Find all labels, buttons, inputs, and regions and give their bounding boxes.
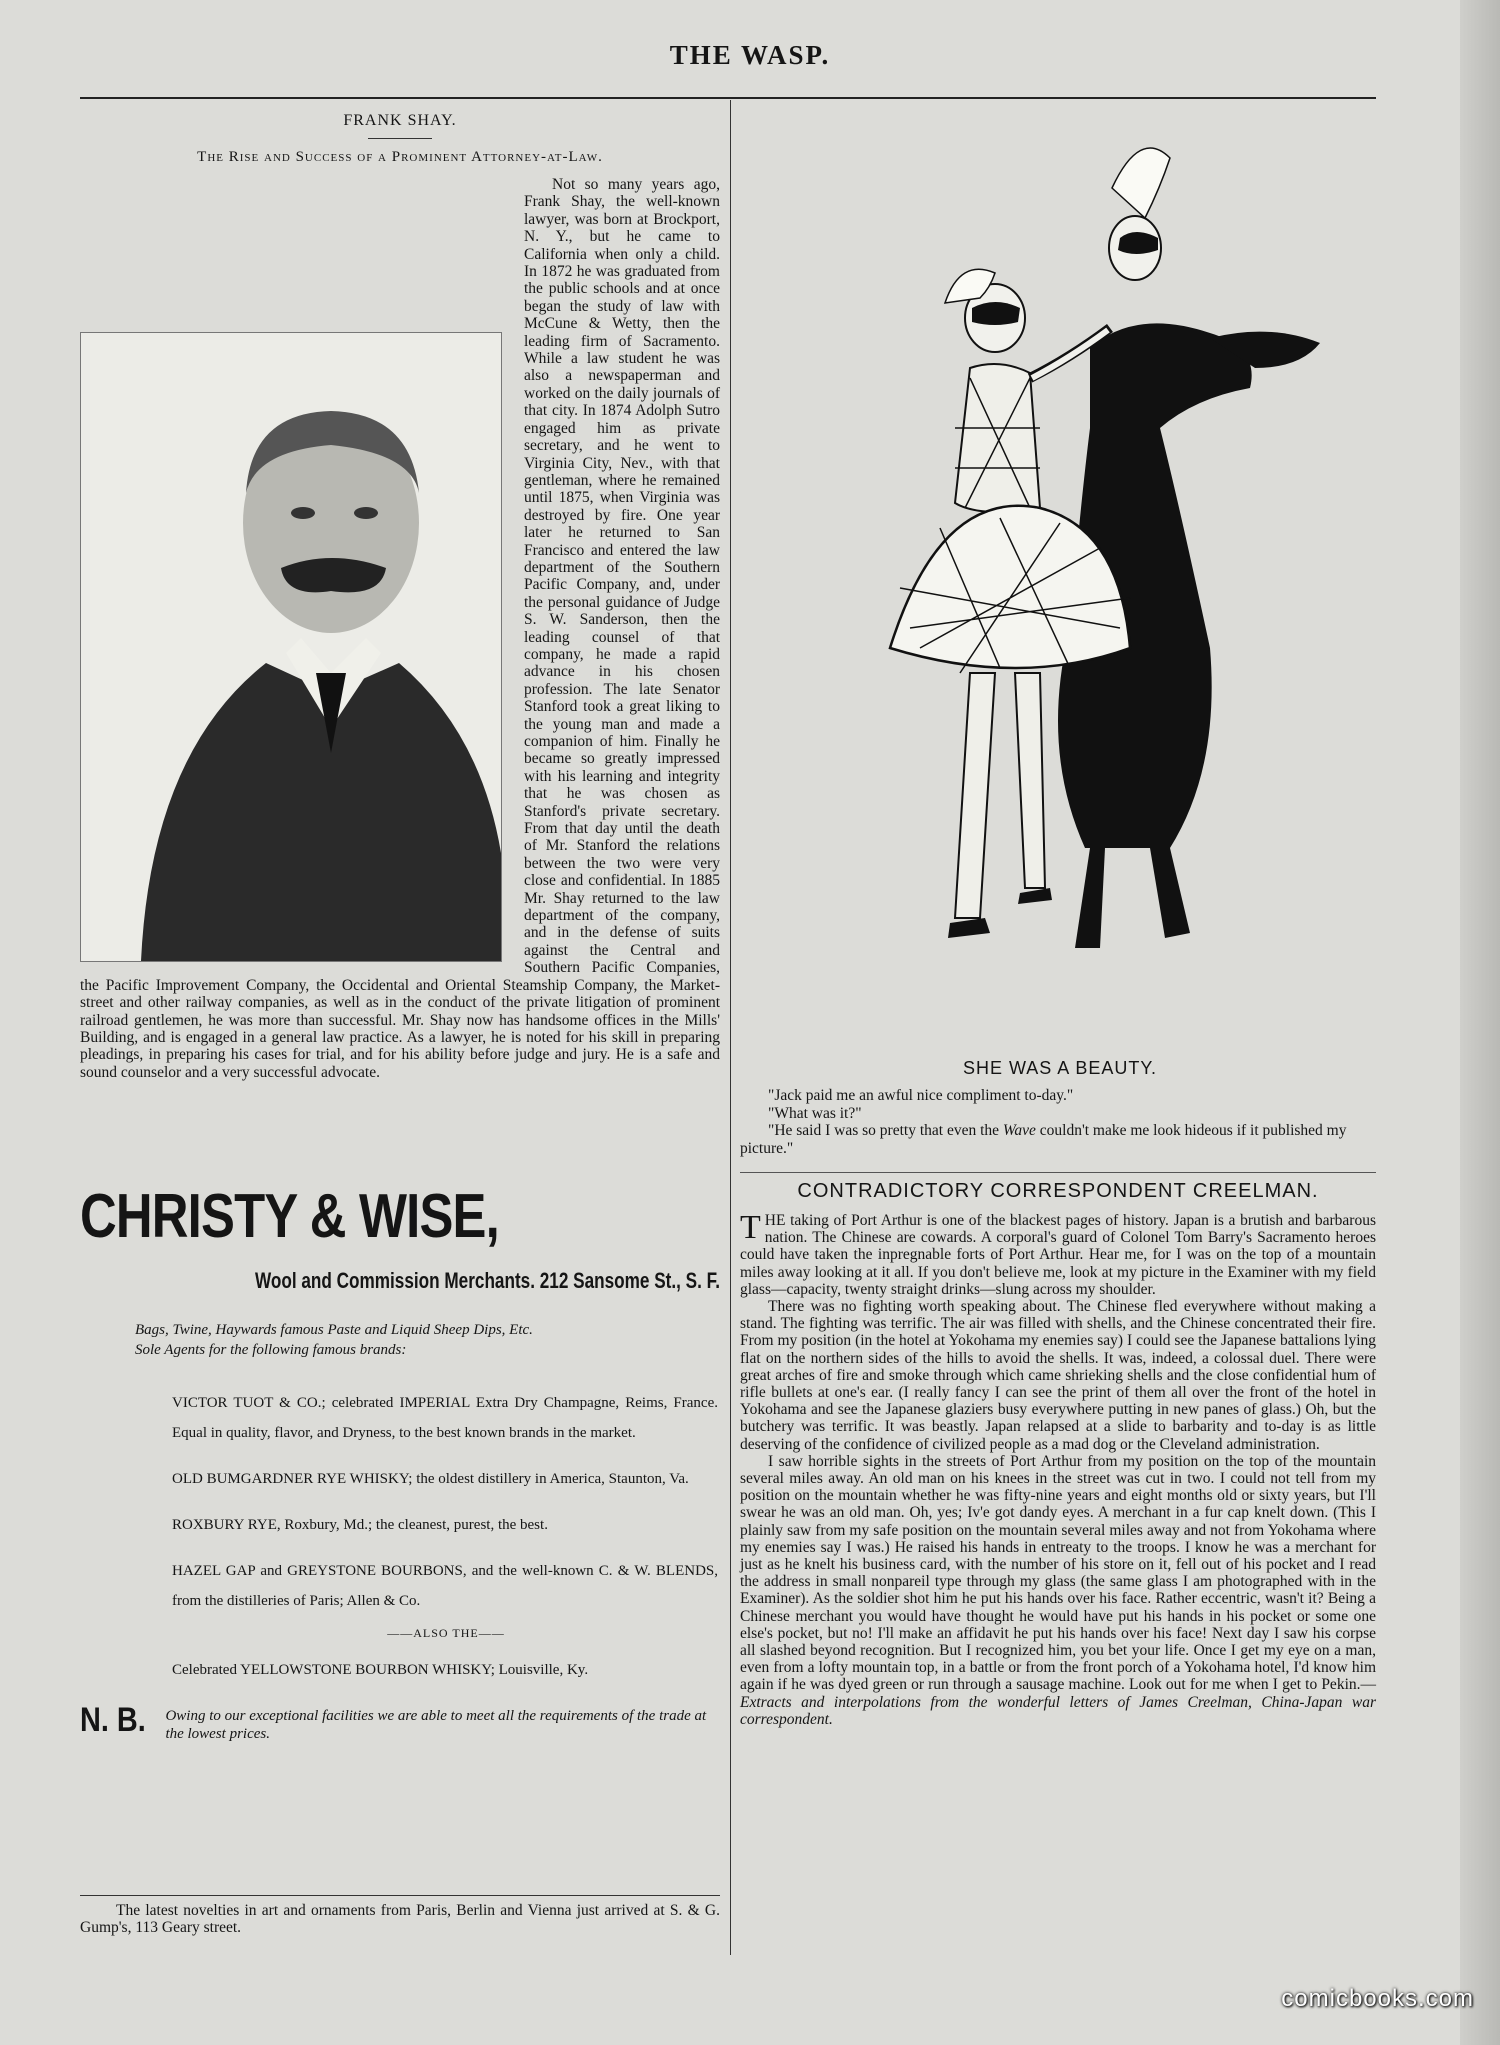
- masthead: THE WASP.: [669, 40, 831, 70]
- brand-list: [172, 1388, 718, 1616]
- article-paragraph: Not so many years ago, Frank Shay, the well-known lawyer, was born at Brockport, N. Y., but he came to California when only a child. In 1872 he was graduated from the public schools and at once began the study of law with McCune & Wetty, then the leading firm of Sacramento. While a law student he was also a newspaperman and worked on the daily journals of that city. In 1874 Adolph Sutro engaged him as private secretary, and he went to Virginia City, Nev., with that gentleman, where he remained until 1875, when Virginia was destroyed by fire. One year later he returned to San Francisco and entered the law department of the Southern Pacific Company, and, under the personal guidance of Judge S. W. Sanderson, then the leading counsel of that company, he made a rapid advance in his chosen profession. The late Senator Stanford took a great liking to the young man and made a companion of him. Finally he became so greatly impressed with his learning and integrity that he was chosen as Stanford's private secretary. From that day until the death of Mr. Stanford the relations between the two were very close and confidential. In 1885 Mr. Shay returned to the law department of the company, and in the defense of suits against the Central and Southern Pacific Companies, the Pacific Improvement Company, the Occidental and Oriental Steamship Company, the Market-street and other railway companies, as well as in the conduct of the private litigation of prominent railroad gentlemen, he was more than successful. Mr. Shay now has handsome offices in the Mills' Building, and is engaged in a general law practice. As a lawyer, he is noted for his skill in preparing pleadings, in preparing his cases for trial, and for his ability before judge and jury. He is a safe and sound counselor and a very successful advocate.: [80, 176, 720, 1081]
- brand-item: VICTOR TUOT & CO.; celebrated IMPERIAL Extra Dry Champagne, Reims, France. Equal in quality, flavor, and Dryness, to the best known brands in the market.: [172, 1395, 718, 1441]
- cartoon-dialogue: [740, 1087, 1376, 1157]
- column-divider: [730, 100, 731, 1955]
- dialogue-line: [740, 1122, 1376, 1157]
- dialogue-text: "He said I was so pretty that even the: [768, 1122, 1003, 1140]
- article-paragraph: [740, 1209, 1376, 1298]
- masthead-rule: [80, 97, 1376, 99]
- watermark: comicbooks.com: [1281, 1985, 1474, 2012]
- dancing-women-illustration-icon: [740, 128, 1380, 1048]
- ad-products: [135, 1320, 720, 1360]
- ad-title: CHRISTY & WISE,: [80, 1182, 499, 1251]
- creelman-title: CONTRADICTORY CORRESPONDENT CREELMAN.: [797, 1180, 1319, 1202]
- brand-item: OLD BUMGARDNER RYE WHISKY; the oldest distillery in America, Staunton, Va.: [172, 1471, 689, 1487]
- article-credit: Extracts and interpolations from the wonderful letters of James Creelman, China-Japan war correspondent.: [740, 1693, 1376, 1728]
- footnote-rule: [80, 1895, 720, 1896]
- brand-item: HAZEL GAP and GREYSTONE BOURBONS, and the well-known C. & W. BLENDS, from the distilleries of Paris; Allen & Co.: [172, 1563, 718, 1609]
- portrait-engraving-icon: [81, 333, 501, 961]
- section-rule: [740, 1172, 1376, 1173]
- title-rule: [368, 138, 432, 139]
- also-divider: ——ALSO THE——: [387, 1626, 505, 1640]
- article-body: [80, 176, 720, 1081]
- brand-item: Celebrated YELLOWSTONE BOURBON WHISKY; Louisville, Ky.: [172, 1662, 589, 1678]
- nb-text: Owing to our exceptional facilities we are able to meet all the requirements of the trade at the lowest prices.: [165, 1708, 707, 1742]
- article-subtitle: The Rise and Success of a Prominent Attorney-at-Law.: [197, 149, 603, 165]
- dialogue-wave: Wave: [1002, 1122, 1036, 1140]
- christy-wise-ad: [80, 1170, 720, 1743]
- article-paragraph: There was no fighting worth speaking about. The Chinese fled everywhere without making a stand. The fighting was terrific. The air was filled with shells, and the Chinese concentrated their fire. From my position (in the hotel at Yokohama my enemies say) I could see the Japanese battalions lying flat on the northern sides of the hills to avoid the shells. It was, indeed, a colossal duel. There were great arches of fire and smoke through which came shrieking shells and the close confidential hum of rifle bullets at one's ear. (I really fancy I can see the print of them all over the front of the hotel in Yokohama and see the Japanese glaziers busy everywhere putting in new panes of glass.) Oh, but the butchery was terrific. It was beastly. Japan relapsed at a slide to barbarity and to-day is as little deserving of the confidence of civilized people as a mad dog or the Cleveland administration.: [740, 1298, 1376, 1453]
- ad-agents-line: Sole Agents for the following famous brands:: [135, 1342, 407, 1358]
- dialogue-line: "Jack paid me an awful nice compliment to-day.": [768, 1087, 1074, 1104]
- article-paragraph: [740, 1453, 1376, 1728]
- nota-bene: [80, 1701, 720, 1743]
- brand-list-extra: [172, 1655, 718, 1685]
- gumps-notice: The latest novelties in art and ornaments from Paris, Berlin and Vienna just arrived at S. & G. Gump's, 113 Geary street.: [80, 1902, 720, 1936]
- dialogue-text: couldn't make me look hideous if it published my picture.": [740, 1122, 1347, 1157]
- portrait-photo: [80, 332, 502, 962]
- dancers-cartoon: [740, 128, 1380, 1048]
- dialogue-line: "What was it?": [768, 1104, 862, 1122]
- brand-item: ROXBURY RYE, Roxbury, Md.; the cleanest, purest, the best.: [172, 1517, 548, 1533]
- article-title: FRANK SHAY.: [343, 112, 457, 129]
- cartoon-caption-title: SHE WAS A BEAUTY.: [962, 1058, 1158, 1078]
- ad-products-line: Bags, Twine, Haywards famous Paste and Liquid Sheep Dips, Etc.: [135, 1322, 533, 1338]
- frank-shay-article: [80, 110, 720, 1081]
- paragraph-text: I saw horrible sights in the streets of Port Arthur from my position on the top of the mountain several miles away. An old man on his knees in the street was cut in two. I could not tell from my position on the mountain whether he was fifty-nine years and eight months old or sixty years, but I'll swear he was an old man. Oh, yes; Iv'e got dandy eyes. A merchant in a fur cap knelt down. (This I plainly saw from my safe position on the mountain several miles away and not from Yokohama where my enemies say I was.) He raised his hands in entreaty to the troops. I know he was a merchant for just as he knelt his business card, with the number of his store on it, fell out of his pocket and I read the address in small nonpareil type through my glass (the same glass I am photographed with in the Examiner). As the soldier shot him he put his hands over his face. Rather eccentric, wasn't it? Being a Chinese merchant you would have thought he would have put his hands in his pocket or some one else's pocket, but no! I'll make an affidavit he put his hands over his face! Next day I saw his corpse all slashed beyond recognition. But I recognized him, you bet your life. Once I get my eye on a man, even from a lofty mountain top, in a battle or from the front porch of a Yokohama hotel, I'd know him again if he was dyed green or run through a sausage machine. Look out for me when I get to Pekin.—: [740, 1452, 1376, 1694]
- paragraph-text: HE taking of Port Arthur is one of the blackest pages of history. Japan is a brutish and barbarous nation. The Chinese are cowards. A corporal's guard of Colonel Tom Barry's Sacramento heroes could have taken the inpregnable forts of Port Arthur. Hear me, for I was on the top of a mountain miles away looking at it all. If you don't believe me, look at my picture in the Examiner with my field glass—capacity, twenty straight drinks—slung across my shoulder.: [740, 1212, 1376, 1298]
- scan-edge-shadow: [1460, 0, 1500, 2045]
- nb-label: N. B.: [80, 1701, 146, 1739]
- drop-cap: T: [740, 1209, 761, 1246]
- creelman-article: [740, 1209, 1376, 1728]
- ad-tagline: Wool and Commission Merchants. 212 Sansome St., S. F.: [254, 1268, 721, 1293]
